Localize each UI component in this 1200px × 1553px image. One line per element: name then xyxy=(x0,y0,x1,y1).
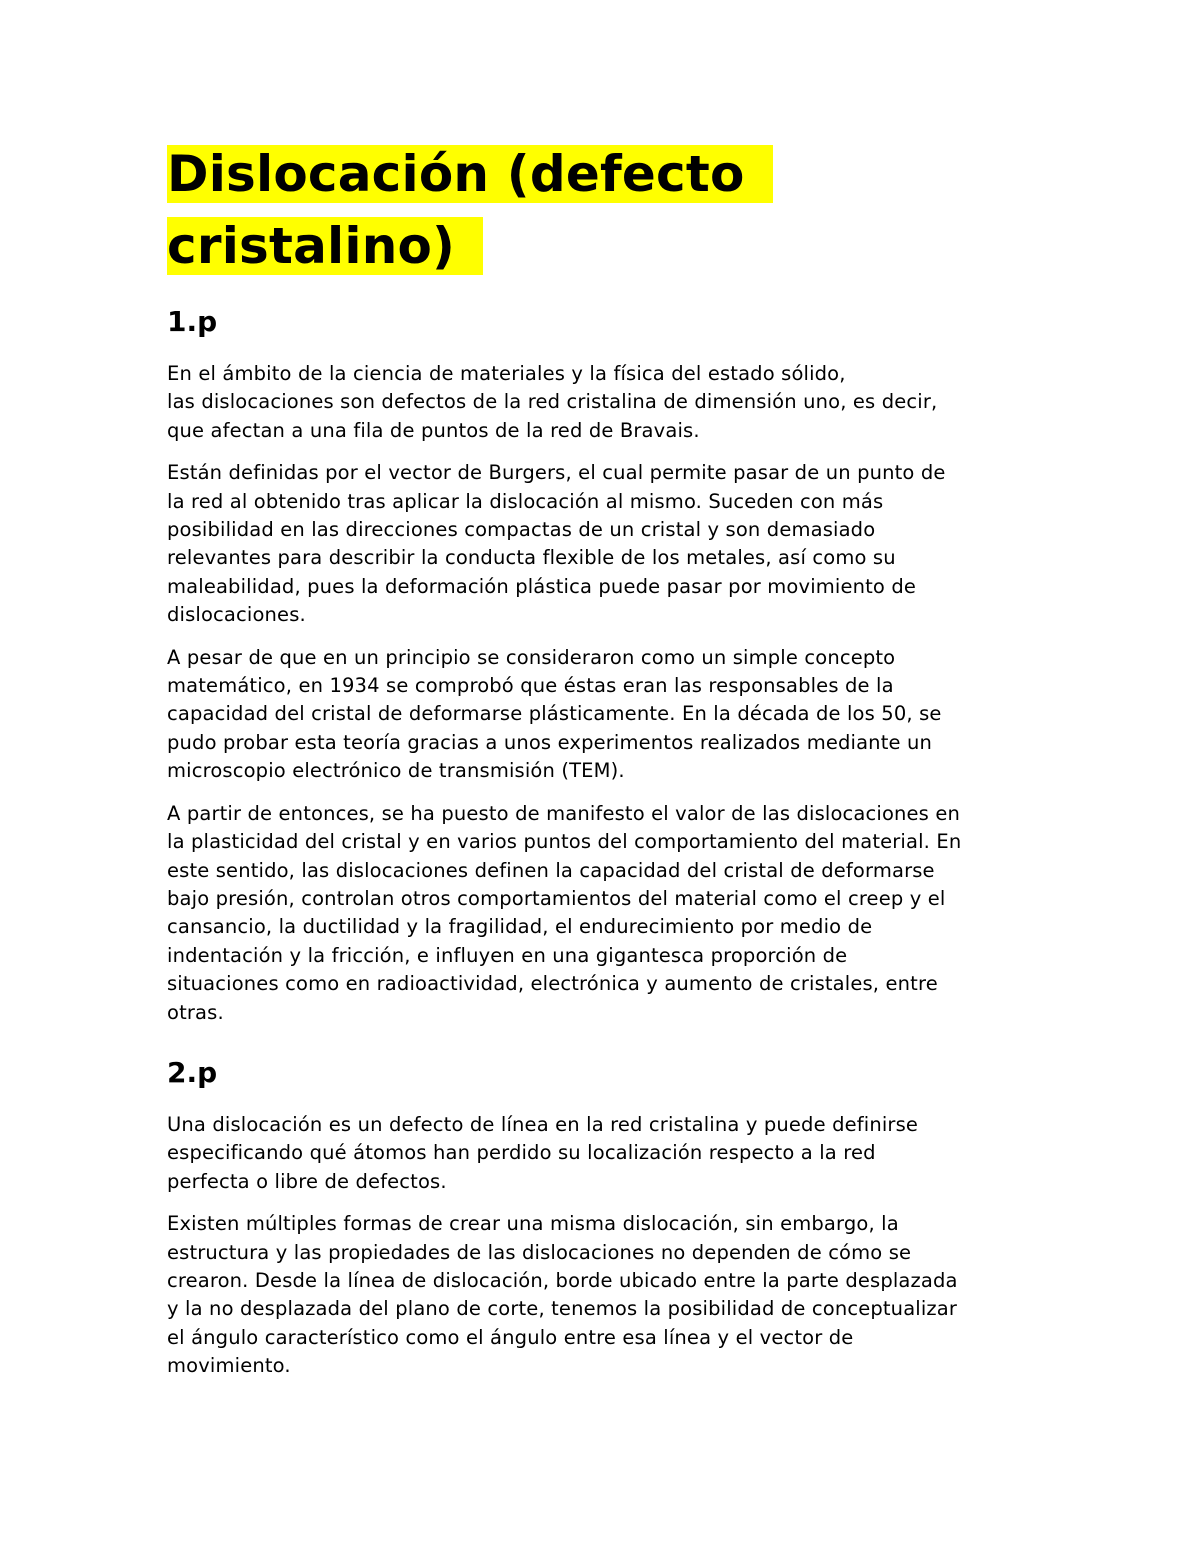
paragraph-line: dislocaciones. xyxy=(167,603,306,627)
paragraph-line: En el ámbito de la ciencia de materiales y la física del estado sólido, xyxy=(167,362,846,385)
document-body xyxy=(167,138,1047,1395)
paragraph-line: Existen múltiples formas de crear una misma dislocación, sin embargo, la xyxy=(167,1212,899,1236)
paragraph-line: la plasticidad del cristal y en varios puntos del comportamiento del material. En xyxy=(167,830,962,854)
paragraph-line: otras. xyxy=(167,1000,224,1024)
paragraph-line: indentación y la fricción, e influyen en una gigantesca proporción de xyxy=(167,943,848,967)
paragraph-line: A pesar de que en un principio se consideraron como un simple concepto xyxy=(167,645,896,669)
paragraph-line: matemático, en 1934 se comprobó que éstas eran las responsables de la xyxy=(167,674,894,698)
paragraph-line: capacidad del cristal de deformarse plásticamente. En la década de los 50, se xyxy=(167,702,942,726)
section-heading: 1.p xyxy=(167,305,218,338)
paragraph xyxy=(167,360,1047,445)
paragraph-line: crearon. Desde la línea de dislocación, borde ubicado entre la parte desplazada xyxy=(167,1268,958,1292)
paragraph-line: posibilidad en las direcciones compactas de un cristal y son demasiado xyxy=(167,518,876,542)
paragraph-line: las dislocaciones son defectos de la red cristalina de dimensión uno, es decir, xyxy=(167,390,938,414)
paragraph xyxy=(167,800,1047,1027)
paragraph-line: situaciones como en radioactividad, electrónica y aumento de cristales, entre xyxy=(167,972,938,996)
paragraph-line: la red al obtenido tras aplicar la dislocación al mismo. Suceden con más xyxy=(167,489,884,513)
paragraph-line: maleabilidad, pues la deformación plástica puede pasar por movimiento de xyxy=(167,574,917,598)
document-title xyxy=(167,138,1047,282)
paragraph-line: movimiento. xyxy=(167,1354,291,1378)
paragraph-line: Están definidas por el vector de Burgers, el cual permite pasar de un punto de xyxy=(167,461,946,485)
paragraph-line: A partir de entonces, se ha puesto de manifesto el valor de las dislocaciones en xyxy=(167,801,960,825)
paragraph xyxy=(167,644,1047,786)
paragraph-line: que afectan a una fila de puntos de la red de Bravais. xyxy=(167,418,700,442)
paragraph-line: bajo presión, controlan otros comportamientos del material como el creep y el xyxy=(167,886,946,910)
paragraph-line: perfecta o libre de defectos. xyxy=(167,1169,447,1193)
paragraph xyxy=(167,1210,1047,1380)
paragraph-line: y la no desplazada del plano de corte, tenemos la posibilidad de conceptualizar xyxy=(167,1297,958,1321)
paragraph-line: el ángulo característico como el ángulo entre esa línea y el vector de xyxy=(167,1325,854,1349)
paragraph-line: especificando qué átomos han perdido su localización respecto a la red xyxy=(167,1141,876,1165)
paragraph-line: estructura y las propiedades de las dislocaciones no dependen de cómo se xyxy=(167,1240,912,1264)
section-heading: 2.p xyxy=(167,1055,218,1089)
title-line-1: Dislocación (defecto xyxy=(167,145,759,203)
paragraph-line: relevantes para describir la conducta flexible de los metales, así como su xyxy=(167,546,896,570)
title-line-2: cristalino) xyxy=(167,217,469,275)
title-highlight xyxy=(167,145,773,275)
paragraph-line: pudo probar esta teoría gracias a unos experimentos realizados mediante un xyxy=(167,730,933,754)
paragraph-line: Una dislocación es un defecto de línea en la red cristalina y puede definirse xyxy=(167,1112,919,1136)
paragraph xyxy=(167,459,1047,629)
paragraph-line: cansancio, la ductilidad y la fragilidad, el endurecimiento por medio de xyxy=(167,915,873,939)
document-sections xyxy=(167,304,1047,1381)
paragraph xyxy=(167,1111,1047,1196)
paragraph-line: microscopio electrónico de transmisión (TEM). xyxy=(167,759,625,783)
paragraph-line: este sentido, las dislocaciones definen la capacidad del cristal de deformarse xyxy=(167,858,935,882)
